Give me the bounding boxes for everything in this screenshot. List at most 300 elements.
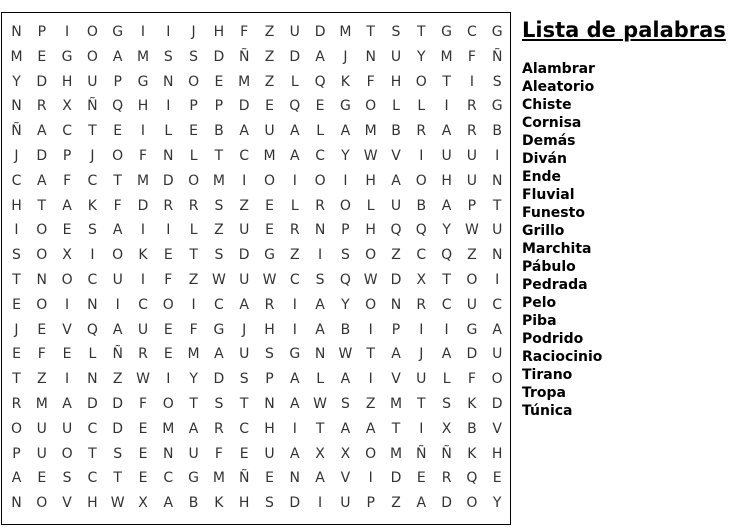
grid-cell[interactable]: R <box>36 98 47 115</box>
grid-cell[interactable]: G <box>289 346 301 363</box>
grid-cell[interactable]: W <box>464 222 479 239</box>
grid-cell[interactable]: H <box>365 172 376 189</box>
grid-cell[interactable]: T <box>417 396 426 412</box>
grid-cell[interactable]: V <box>62 321 72 338</box>
grid-cell[interactable]: U <box>340 495 351 512</box>
grid-cell[interactable]: I <box>318 495 323 512</box>
grid-cell[interactable]: L <box>442 371 451 388</box>
grid-cell[interactable]: U <box>137 321 149 338</box>
grid-cell[interactable]: R <box>416 296 427 313</box>
grid-cell[interactable]: Z <box>391 247 401 264</box>
grid-cell[interactable]: M <box>212 470 225 487</box>
grid-cell[interactable]: I <box>292 321 297 338</box>
grid-cell[interactable]: U <box>188 445 199 462</box>
grid-cell[interactable]: S <box>214 247 224 264</box>
grid-cell[interactable]: C <box>11 172 22 189</box>
grid-cell[interactable]: I <box>419 148 424 164</box>
grid-cell[interactable]: K <box>138 247 148 264</box>
grid-cell[interactable]: S <box>214 197 224 214</box>
grid-cell[interactable]: A <box>62 396 72 412</box>
grid-cell[interactable]: A <box>239 123 249 140</box>
grid-cell[interactable]: Z <box>264 73 275 90</box>
grid-cell[interactable]: O <box>466 272 478 288</box>
grid-cell[interactable]: U <box>416 371 427 388</box>
grid-cell[interactable]: A <box>62 197 72 214</box>
grid-cell[interactable]: U <box>466 172 478 189</box>
grid-cell[interactable]: N <box>11 98 22 115</box>
grid-cell[interactable]: D <box>87 396 98 412</box>
grid-cell[interactable]: A <box>340 123 351 140</box>
grid-cell[interactable]: A <box>37 172 47 189</box>
grid-cell[interactable]: E <box>163 321 173 338</box>
grid-cell[interactable]: O <box>365 247 377 264</box>
grid-cell[interactable]: S <box>340 396 350 412</box>
grid-cell[interactable]: X <box>441 420 452 437</box>
grid-cell[interactable]: O <box>86 48 98 65</box>
grid-cell[interactable]: A <box>441 197 452 214</box>
grid-cell[interactable]: I <box>318 247 323 264</box>
grid-cell[interactable]: T <box>113 172 122 189</box>
grid-cell[interactable]: V <box>62 495 72 512</box>
grid-cell[interactable]: Ñ <box>11 123 22 140</box>
grid-cell[interactable]: L <box>189 222 198 239</box>
grid-cell[interactable]: D <box>289 48 301 65</box>
grid-cell[interactable]: C <box>87 470 98 487</box>
grid-cell[interactable]: A <box>163 495 174 512</box>
grid-cell[interactable]: S <box>265 495 274 512</box>
grid-cell[interactable]: C <box>441 296 452 313</box>
grid-cell[interactable]: I <box>495 272 500 288</box>
grid-cell[interactable]: P <box>366 495 375 512</box>
grid-cell[interactable]: C <box>138 296 148 313</box>
grid-cell[interactable]: E <box>138 470 148 487</box>
grid-cell[interactable]: T <box>442 272 451 288</box>
grid-cell[interactable]: U <box>264 123 275 140</box>
grid-cell[interactable]: M <box>162 420 175 437</box>
grid-cell[interactable]: A <box>290 123 300 140</box>
grid-cell[interactable]: Y <box>12 73 21 90</box>
grid-cell[interactable]: A <box>315 296 325 313</box>
grid-cell[interactable]: F <box>467 371 476 388</box>
grid-cell[interactable]: D <box>213 371 225 388</box>
grid-cell[interactable]: U <box>289 24 300 40</box>
grid-cell[interactable]: M <box>389 396 403 412</box>
grid-cell[interactable]: J <box>419 346 424 363</box>
grid-cell[interactable]: Y <box>417 48 426 65</box>
grid-cell[interactable]: Q <box>314 73 326 90</box>
grid-cell[interactable]: N <box>87 371 98 388</box>
grid-cell[interactable]: N <box>314 346 326 363</box>
grid-cell[interactable]: K <box>214 495 224 512</box>
grid-cell[interactable]: D <box>491 396 503 412</box>
grid-cell[interactable]: A <box>315 321 325 338</box>
grid-cell[interactable]: Q <box>112 98 124 115</box>
grid-cell[interactable]: N <box>390 296 402 313</box>
grid-cell[interactable]: O <box>415 73 427 90</box>
grid-cell[interactable]: E <box>214 73 224 90</box>
grid-cell[interactable]: C <box>467 24 477 40</box>
grid-cell[interactable]: R <box>467 98 477 115</box>
grid-cell[interactable]: Z <box>112 371 123 388</box>
grid-cell[interactable]: C <box>62 123 72 140</box>
grid-cell[interactable]: J <box>191 24 196 40</box>
grid-cell[interactable]: A <box>365 420 376 437</box>
grid-cell[interactable]: I <box>419 321 424 338</box>
grid-cell[interactable]: D <box>390 470 402 487</box>
grid-cell[interactable]: T <box>492 197 502 214</box>
grid-cell[interactable]: O <box>36 495 48 512</box>
grid-cell[interactable]: D <box>213 48 225 65</box>
grid-cell[interactable]: G <box>112 24 124 40</box>
grid-cell[interactable]: K <box>467 445 477 462</box>
grid-cell[interactable]: S <box>340 247 350 264</box>
grid-cell[interactable]: C <box>163 470 174 487</box>
grid-cell[interactable]: F <box>214 445 223 462</box>
grid-cell[interactable]: E <box>113 123 123 140</box>
grid-cell[interactable]: T <box>442 73 451 90</box>
grid-cell[interactable]: E <box>265 197 274 214</box>
grid-cell[interactable]: I <box>14 222 19 239</box>
grid-cell[interactable]: I <box>444 98 449 115</box>
grid-cell[interactable]: R <box>11 396 22 412</box>
grid-cell[interactable]: H <box>264 420 275 437</box>
grid-cell[interactable]: E <box>265 98 274 115</box>
grid-cell[interactable]: J <box>343 48 348 65</box>
grid-cell[interactable]: Ñ <box>441 445 452 462</box>
grid-cell[interactable]: D <box>112 420 124 437</box>
grid-cell[interactable]: X <box>416 272 427 288</box>
grid-cell[interactable]: Ñ <box>238 470 250 487</box>
grid-cell[interactable]: H <box>61 73 73 90</box>
grid-cell[interactable]: A <box>315 470 325 487</box>
grid-cell[interactable]: H <box>365 222 376 239</box>
grid-cell[interactable]: L <box>88 346 97 363</box>
grid-cell[interactable]: Ñ <box>491 48 503 65</box>
grid-cell[interactable]: O <box>188 172 200 189</box>
grid-cell[interactable]: H <box>491 445 503 462</box>
grid-cell[interactable]: P <box>391 321 401 338</box>
grid-cell[interactable]: A <box>112 321 123 338</box>
grid-cell[interactable]: O <box>365 296 377 313</box>
grid-cell[interactable]: B <box>214 123 224 140</box>
grid-cell[interactable]: U <box>36 445 47 462</box>
grid-cell[interactable]: C <box>239 420 250 437</box>
grid-cell[interactable]: G <box>264 247 275 264</box>
grid-cell[interactable]: N <box>264 396 275 412</box>
grid-cell[interactable]: G <box>61 48 73 65</box>
grid-cell[interactable]: L <box>392 98 400 115</box>
grid-cell[interactable]: G <box>339 98 351 115</box>
grid-cell[interactable]: H <box>238 495 250 512</box>
grid-cell[interactable]: P <box>12 445 21 462</box>
grid-cell[interactable]: S <box>442 396 452 412</box>
grid-cell[interactable]: L <box>316 371 324 388</box>
grid-cell[interactable]: O <box>36 247 48 264</box>
grid-cell[interactable]: S <box>492 73 502 90</box>
grid-cell[interactable]: U <box>36 420 47 437</box>
grid-cell[interactable]: Q <box>289 98 301 115</box>
grid-cell[interactable]: U <box>390 197 402 214</box>
grid-cell[interactable]: U <box>492 346 503 363</box>
grid-cell[interactable]: G <box>137 73 149 90</box>
grid-cell[interactable]: U <box>441 148 452 164</box>
grid-cell[interactable]: H <box>390 73 402 90</box>
grid-cell[interactable]: P <box>341 222 350 239</box>
grid-cell[interactable]: Ñ <box>416 445 427 462</box>
grid-cell[interactable]: N <box>491 247 503 264</box>
grid-cell[interactable]: O <box>466 495 478 512</box>
grid-cell[interactable]: F <box>467 48 476 65</box>
grid-cell[interactable]: E <box>315 98 325 115</box>
grid-cell[interactable]: O <box>10 420 23 437</box>
grid-cell[interactable]: Q <box>466 470 478 487</box>
grid-cell[interactable]: E <box>492 470 502 487</box>
grid-cell[interactable]: Z <box>391 495 401 512</box>
grid-cell[interactable]: H <box>213 24 225 40</box>
grid-cell[interactable]: L <box>290 73 299 90</box>
grid-cell[interactable]: I <box>292 296 297 313</box>
grid-cell[interactable]: O <box>86 24 98 40</box>
grid-cell[interactable]: O <box>365 98 377 115</box>
grid-cell[interactable]: W <box>338 346 353 363</box>
grid-cell[interactable]: A <box>214 346 224 363</box>
grid-cell[interactable]: S <box>62 470 72 487</box>
grid-cell[interactable]: I <box>140 272 146 288</box>
grid-cell[interactable]: O <box>61 272 73 288</box>
grid-cell[interactable]: F <box>366 73 375 90</box>
grid-cell[interactable]: G <box>441 24 453 40</box>
grid-cell[interactable]: Y <box>442 222 451 239</box>
grid-cell[interactable]: W <box>136 371 150 388</box>
grid-cell[interactable]: E <box>239 445 249 462</box>
grid-cell[interactable]: E <box>416 470 426 487</box>
grid-cell[interactable]: A <box>315 48 325 65</box>
grid-cell[interactable]: F <box>240 24 249 40</box>
grid-cell[interactable]: S <box>113 445 123 462</box>
grid-cell[interactable]: I <box>166 24 171 40</box>
grid-cell[interactable]: Q <box>390 222 402 239</box>
grid-cell[interactable]: R <box>315 197 325 214</box>
grid-cell[interactable]: I <box>140 24 146 40</box>
grid-cell[interactable]: H <box>87 495 98 512</box>
grid-cell[interactable]: V <box>391 371 401 388</box>
grid-cell[interactable]: M <box>440 48 453 65</box>
grid-cell[interactable]: C <box>239 148 250 164</box>
grid-cell[interactable]: S <box>189 48 199 65</box>
grid-cell[interactable]: G <box>466 321 478 338</box>
grid-cell[interactable]: O <box>36 296 48 313</box>
grid-cell[interactable]: I <box>65 24 70 40</box>
grid-cell[interactable]: A <box>391 172 401 189</box>
grid-cell[interactable]: D <box>390 272 402 288</box>
grid-cell[interactable]: F <box>63 172 72 189</box>
grid-cell[interactable]: B <box>188 495 199 512</box>
grid-cell[interactable]: T <box>189 396 198 412</box>
grid-cell[interactable]: E <box>265 222 274 239</box>
grid-cell[interactable]: N <box>491 172 503 189</box>
grid-cell[interactable]: N <box>87 296 98 313</box>
grid-cell[interactable]: R <box>467 123 477 140</box>
grid-cell[interactable]: O <box>36 222 48 239</box>
grid-cell[interactable]: R <box>163 197 174 214</box>
grid-cell[interactable]: T <box>366 346 375 363</box>
grid-cell[interactable]: N <box>289 470 301 487</box>
grid-cell[interactable]: H <box>11 197 22 214</box>
grid-cell[interactable]: Z <box>264 48 275 65</box>
grid-cell[interactable]: S <box>214 396 224 412</box>
grid-cell[interactable]: D <box>137 197 149 214</box>
grid-cell[interactable]: D <box>289 495 301 512</box>
grid-cell[interactable]: H <box>441 172 452 189</box>
grid-cell[interactable]: X <box>315 445 325 462</box>
grid-cell[interactable]: O <box>162 396 174 412</box>
grid-cell[interactable]: H <box>264 321 275 338</box>
grid-cell[interactable]: E <box>37 321 47 338</box>
grid-cell[interactable]: W <box>110 495 125 512</box>
grid-cell[interactable]: X <box>62 98 72 115</box>
grid-cell[interactable]: A <box>340 420 351 437</box>
grid-cell[interactable]: M <box>187 346 200 363</box>
grid-cell[interactable]: C <box>416 247 427 264</box>
grid-cell[interactable]: R <box>188 197 199 214</box>
grid-cell[interactable]: A <box>112 48 123 65</box>
grid-cell[interactable]: T <box>12 371 21 388</box>
grid-cell[interactable]: W <box>363 148 378 164</box>
grid-cell[interactable]: Z <box>37 371 47 388</box>
grid-cell[interactable]: X <box>340 445 351 462</box>
grid-cell[interactable]: U <box>466 296 478 313</box>
grid-cell[interactable]: C <box>87 272 98 288</box>
grid-cell[interactable]: L <box>366 197 375 214</box>
grid-cell[interactable]: E <box>12 296 21 313</box>
grid-cell[interactable]: Y <box>189 371 198 388</box>
grid-cell[interactable]: S <box>163 48 173 65</box>
grid-cell[interactable]: Q <box>339 272 351 288</box>
grid-cell[interactable]: W <box>313 396 328 412</box>
grid-cell[interactable]: T <box>113 470 122 487</box>
grid-cell[interactable]: Ñ <box>112 346 123 363</box>
grid-cell[interactable]: O <box>365 445 377 462</box>
grid-cell[interactable]: C <box>492 296 503 313</box>
grid-cell[interactable]: O <box>162 296 174 313</box>
grid-cell[interactable]: B <box>340 321 351 338</box>
grid-cell[interactable]: Ñ <box>87 98 98 115</box>
grid-cell[interactable]: A <box>290 148 300 164</box>
grid-cell[interactable]: E <box>62 222 72 239</box>
grid-cell[interactable]: T <box>12 272 21 288</box>
grid-cell[interactable]: U <box>239 272 250 288</box>
grid-cell[interactable]: U <box>492 222 503 239</box>
grid-cell[interactable]: U <box>87 73 98 90</box>
grid-cell[interactable]: E <box>37 470 47 487</box>
grid-cell[interactable]: R <box>416 123 427 140</box>
grid-cell[interactable]: Z <box>467 247 477 264</box>
grid-cell[interactable]: W <box>363 272 378 288</box>
grid-cell[interactable]: E <box>62 346 72 363</box>
grid-cell[interactable]: Y <box>341 296 350 313</box>
grid-cell[interactable]: T <box>37 197 47 214</box>
grid-cell[interactable]: W <box>211 272 226 288</box>
grid-cell[interactable]: S <box>315 272 325 288</box>
grid-cell[interactable]: A <box>416 495 427 512</box>
grid-cell[interactable]: C <box>289 272 300 288</box>
grid-cell[interactable]: F <box>189 321 198 338</box>
grid-cell[interactable]: R <box>138 346 148 363</box>
grid-cell[interactable]: M <box>10 48 23 65</box>
letter-grid[interactable] <box>1 12 511 525</box>
grid-cell[interactable]: G <box>188 470 200 487</box>
grid-cell[interactable]: U <box>264 445 275 462</box>
grid-cell[interactable]: V <box>340 470 351 487</box>
grid-cell[interactable]: D <box>112 396 124 412</box>
grid-cell[interactable]: L <box>189 148 198 164</box>
grid-cell[interactable]: C <box>315 148 325 164</box>
grid-cell[interactable]: D <box>466 346 478 363</box>
grid-cell[interactable]: U <box>390 48 402 65</box>
grid-cell[interactable]: I <box>115 296 120 313</box>
grid-cell[interactable]: A <box>492 321 502 338</box>
grid-cell[interactable]: K <box>340 73 350 90</box>
grid-cell[interactable]: I <box>419 420 424 437</box>
grid-cell[interactable]: I <box>90 247 95 264</box>
grid-cell[interactable]: I <box>242 172 247 189</box>
grid-cell[interactable]: L <box>164 123 173 140</box>
grid-cell[interactable]: N <box>365 48 376 65</box>
grid-cell[interactable]: Y <box>492 495 502 512</box>
grid-cell[interactable]: I <box>166 222 171 239</box>
grid-cell[interactable]: J <box>90 148 95 164</box>
grid-cell[interactable]: T <box>88 445 97 462</box>
grid-cell[interactable]: Z <box>239 197 249 214</box>
grid-cell[interactable]: Y <box>341 148 350 164</box>
grid-cell[interactable]: I <box>140 222 146 239</box>
grid-cell[interactable]: D <box>36 73 48 90</box>
grid-cell[interactable]: Z <box>214 222 224 239</box>
grid-cell[interactable]: T <box>315 420 325 437</box>
grid-cell[interactable]: A <box>37 123 47 140</box>
grid-cell[interactable]: U <box>239 346 250 363</box>
grid-cell[interactable]: N <box>163 445 174 462</box>
grid-cell[interactable]: E <box>138 420 148 437</box>
grid-cell[interactable]: B <box>467 420 477 437</box>
grid-cell[interactable]: I <box>292 172 297 189</box>
grid-cell[interactable]: S <box>391 24 401 40</box>
grid-cell[interactable]: U <box>466 148 478 164</box>
grid-cell[interactable]: M <box>364 123 377 140</box>
grid-cell[interactable]: I <box>191 296 196 313</box>
grid-cell[interactable]: I <box>166 98 171 115</box>
grid-cell[interactable]: O <box>112 148 124 164</box>
grid-cell[interactable]: A <box>290 371 300 388</box>
grid-cell[interactable]: G <box>213 321 225 338</box>
grid-cell[interactable]: M <box>35 396 48 412</box>
grid-cell[interactable]: Ñ <box>238 48 250 65</box>
grid-cell[interactable]: Q <box>86 321 98 338</box>
grid-cell[interactable]: R <box>214 420 224 437</box>
grid-cell[interactable]: E <box>163 346 173 363</box>
grid-cell[interactable]: N <box>163 73 174 90</box>
grid-cell[interactable]: M <box>136 48 150 65</box>
grid-cell[interactable]: I <box>166 371 171 388</box>
grid-cell[interactable]: T <box>417 24 426 40</box>
grid-cell[interactable]: M <box>136 172 150 189</box>
grid-cell[interactable]: D <box>36 148 48 164</box>
grid-cell[interactable]: S <box>265 346 274 363</box>
grid-cell[interactable]: A <box>391 346 401 363</box>
grid-cell[interactable]: D <box>238 98 250 115</box>
grid-cell[interactable]: D <box>162 172 174 189</box>
grid-cell[interactable]: A <box>290 396 300 412</box>
